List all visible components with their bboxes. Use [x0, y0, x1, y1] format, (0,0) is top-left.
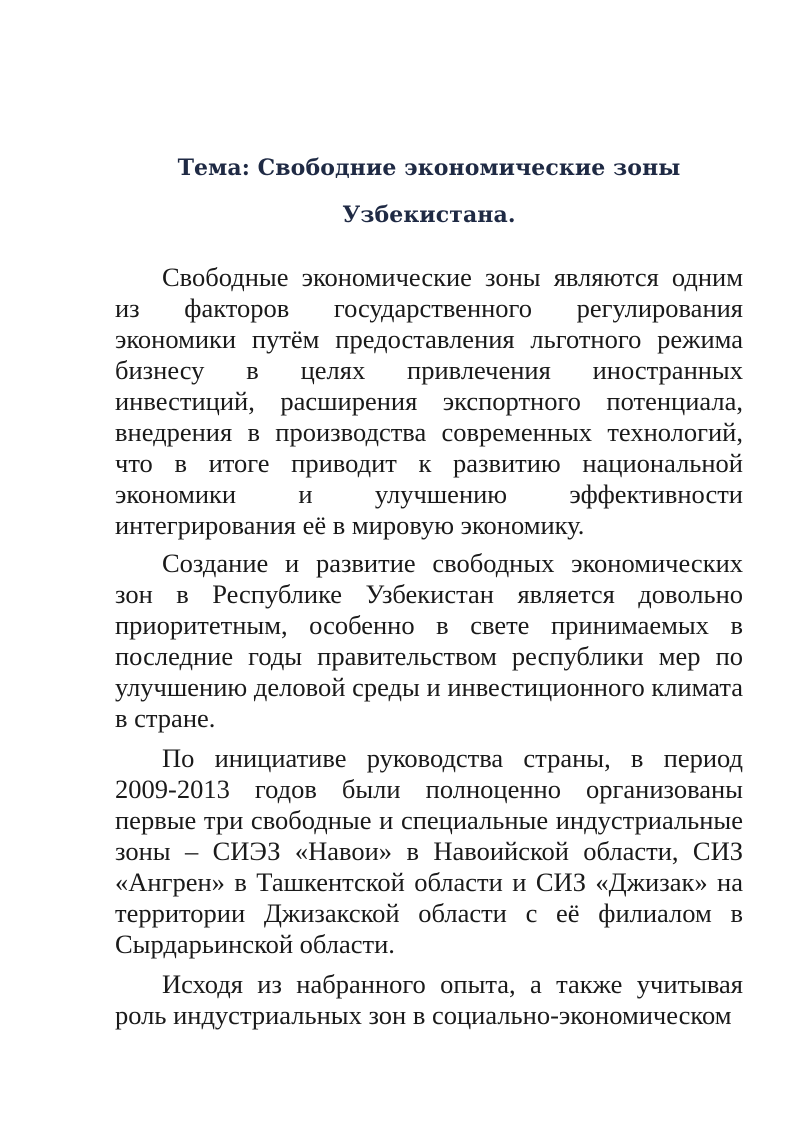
- page-title-continued: Узбекистана.: [342, 202, 516, 228]
- paragraph: Создание и развитие свободных экономических зон в Республике Узбекистан является довольно приоритетным, особенно в свете принимаемых в последние годы правительством республики мер по улучшению деловой среды и инвестиционного климата в стране.: [115, 548, 743, 733]
- page-title: Тема: Свободние экономические зоны: [177, 155, 681, 181]
- paragraph: Исходя из набранного опыта, а также учитывая роль индустриальных зон в социально-экономическом: [115, 969, 743, 1030]
- paragraph: По инициативе руководства страны, в период 2009-2013 годов были полноценно организованы первые три свободные и специальные индустриальные зоны – СИЭЗ «Навои» в Навоийской области, СИЗ «Ангрен» в Ташкентской области и СИЗ «Джизак» на территории Джизакской области с её филиалом в Сырдарьинской области.: [115, 743, 743, 959]
- paragraph: Свободные экономические зоны являются одним из факторов государственного регулирования экономики путём предоставления льготного режима бизнесу в целях привлечения иностранных инвестиций, расширения экспортного потенциала, внедрения в производства современных технологий, что в итоге приводит к развитию национальной экономики и улучшению эффективности интегрирования её в мировую экономику.: [115, 262, 743, 540]
